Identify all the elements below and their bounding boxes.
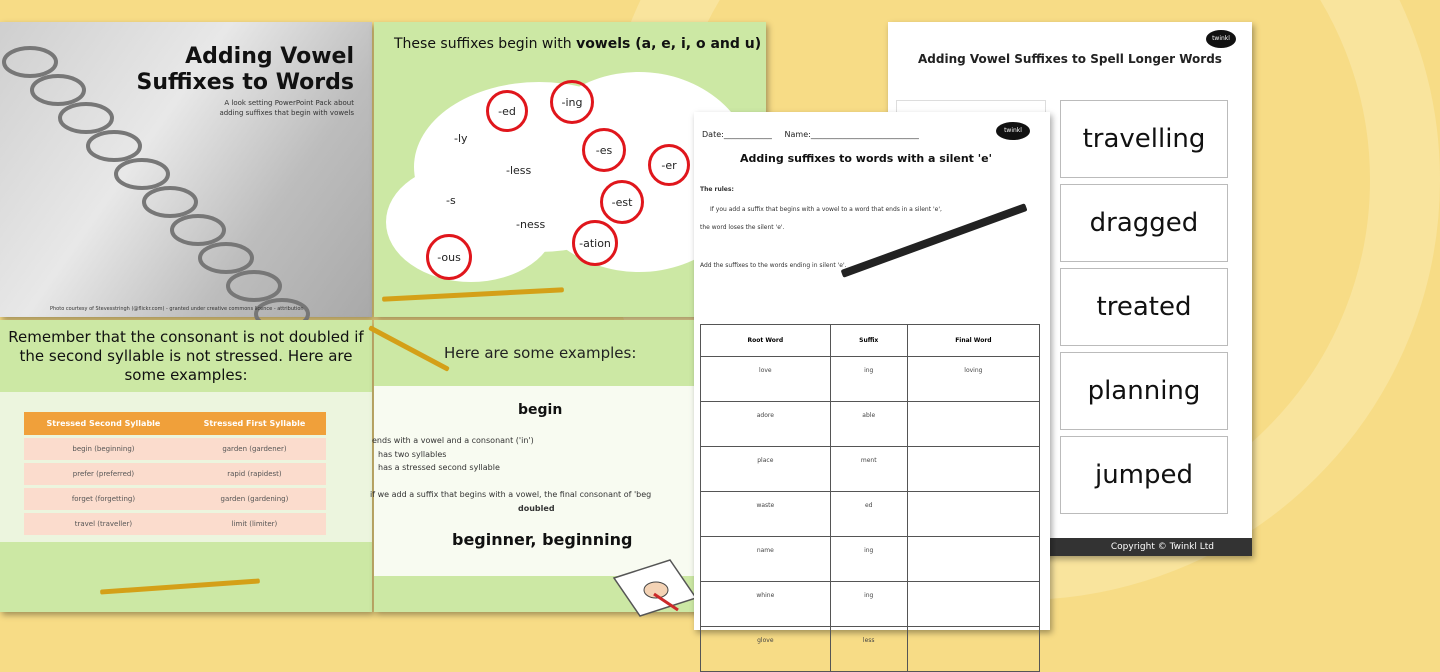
table-row [701, 582, 1040, 627]
slide-description: A look setting PowerPoint Pack about adding suffixes that begin with vowels [219, 99, 354, 117]
slide-heading: Remember that the consonant is not doubled if the second syllable is not stressed. Here are some examples: [8, 328, 364, 384]
date-name-fields [702, 130, 919, 139]
root-word: whine [701, 582, 831, 627]
name-field: Name:___________________________ [784, 130, 919, 139]
suffix: less [830, 627, 907, 672]
table-row [24, 462, 326, 487]
table-cell: prefer (preferred) [24, 462, 183, 487]
rule-text: If you add a suffix that begins with a vowel to a word that ends in a silent 'e', [710, 206, 942, 213]
syllable-table [24, 412, 326, 535]
final-word: loving [907, 357, 1039, 402]
table-row [701, 492, 1040, 537]
table-header: Suffix [830, 325, 907, 357]
table-cell: begin (beginning) [24, 437, 183, 462]
final-word [907, 537, 1039, 582]
suffix-circled: -ing [550, 80, 594, 124]
suffix-plain: -ness [516, 218, 546, 231]
table-row [701, 537, 1040, 582]
suffix: ing [830, 357, 907, 402]
final-word [907, 492, 1039, 537]
suffix-plain: -ly [454, 132, 468, 145]
spelling-word: jumped [1060, 436, 1228, 514]
table-cell: garden (gardener) [183, 437, 326, 462]
rules-label: The rules: [700, 186, 734, 193]
final-word [907, 402, 1039, 447]
root-word: name [701, 537, 831, 582]
suffix-circled: -est [600, 180, 644, 224]
slide-title: Adding Vowel Suffixes to Words [136, 44, 354, 95]
copyright-bar: Copyright © Twinkl Ltd [888, 538, 1252, 556]
table-header: Stressed Second Syllable [24, 412, 183, 437]
example-note-bold: doubled [518, 504, 555, 513]
pencil-icon [841, 203, 1028, 278]
twinkl-logo: twinkl [996, 122, 1030, 140]
table-row [701, 627, 1040, 672]
pencil-icon [368, 325, 450, 372]
table-header: Final Word [907, 325, 1039, 357]
root-word: adore [701, 402, 831, 447]
hand-writing-illustration [610, 538, 700, 618]
example-note: ends with a vowel and a consonant ('in') [372, 436, 534, 445]
suffix: ment [830, 447, 907, 492]
table-cell: travel (traveller) [24, 512, 183, 536]
table-cell: limit (limiter) [183, 512, 326, 536]
twinkl-logo: twinkl [1206, 30, 1236, 48]
root-word: glove [701, 627, 831, 672]
silent-e-worksheet [694, 112, 1050, 644]
suffix-circled: -er [648, 144, 690, 186]
spelling-word: planning [1060, 352, 1228, 430]
example-note: has two syllables [378, 450, 447, 459]
worksheet-title: Adding suffixes to words with a silent 'e' [740, 152, 992, 165]
rule-text: the word loses the silent 'e'. [700, 224, 785, 231]
example-note: has a stressed second syllable [378, 463, 500, 472]
table-row [701, 447, 1040, 492]
suffix-circled: -ed [486, 90, 528, 132]
root-word: love [701, 357, 831, 402]
table-row [24, 437, 326, 462]
pencil-icon [382, 287, 564, 302]
worksheet-title: Adding Vowel Suffixes to Spell Longer Words [918, 52, 1222, 66]
example-word: begin [518, 402, 563, 418]
example-answer: beginner, beginning [452, 530, 633, 549]
slide-title-card [0, 22, 372, 317]
final-word [907, 582, 1039, 627]
slide-heading: Here are some examples: [444, 344, 637, 362]
spelling-word: dragged [1060, 184, 1228, 262]
suffix-circled: -es [582, 128, 626, 172]
photo-credit: Photo courtesy of Stevesstringh (@flickr.com) - granted under creative commons licence - attribution [50, 306, 304, 312]
root-word: waste [701, 492, 831, 537]
table-row [701, 357, 1040, 402]
table-row [701, 402, 1040, 447]
pencil-icon [100, 578, 260, 594]
suffix: ing [830, 537, 907, 582]
table-row [24, 487, 326, 512]
spelling-word: treated [1060, 268, 1228, 346]
suffix-circled: -ation [572, 220, 618, 266]
root-word: place [701, 447, 831, 492]
instruction-text: Add the suffixes to the words ending in silent 'e'. [700, 262, 847, 269]
slide-consonant-rule [0, 320, 372, 612]
table-row [24, 512, 326, 536]
suffix-table [700, 324, 1040, 672]
suffix: ing [830, 582, 907, 627]
table-header: Stressed First Syllable [183, 412, 326, 437]
slide-heading: These suffixes begin with vowels (a, e, i, o and u) [394, 36, 762, 52]
suffix-circled: -ous [426, 234, 472, 280]
date-field: Date:____________ [702, 130, 772, 139]
final-word [907, 627, 1039, 672]
suffix: able [830, 402, 907, 447]
table-cell: forget (forgetting) [24, 487, 183, 512]
example-note: if we add a suffix that begins with a vowel, the final consonant of 'beg [370, 490, 652, 499]
table-cell: rapid (rapidest) [183, 462, 326, 487]
table-header: Root Word [701, 325, 831, 357]
suffix-plain: -less [506, 164, 532, 177]
suffix-plain: -s [446, 194, 456, 207]
spelling-word: travelling [1060, 100, 1228, 178]
suffix: ed [830, 492, 907, 537]
final-word [907, 447, 1039, 492]
table-cell: garden (gardening) [183, 487, 326, 512]
